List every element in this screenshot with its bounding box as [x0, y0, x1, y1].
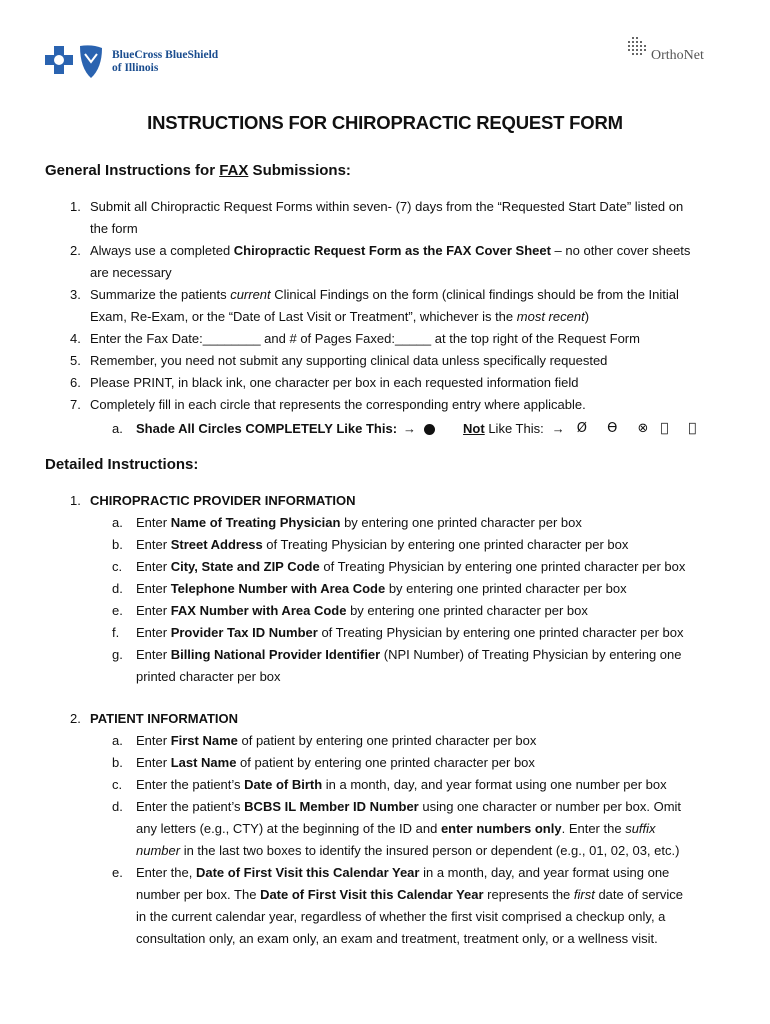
- item-text: Enter the patient’s: [136, 799, 245, 814]
- shade-label: Shade All Circles COMPLETELY Like This:: [136, 421, 398, 436]
- item-text: of patient by entering one printed character per box: [237, 733, 537, 748]
- list-item: [90, 534, 730, 556]
- item-text: Submit all Chiropractic Request Forms within seven- (7) days from the “Requested Start Date” listed on: [90, 199, 684, 214]
- list-item: [45, 372, 730, 394]
- item-letter: e.: [112, 603, 123, 618]
- item-text: ): [584, 309, 590, 324]
- incorrect-fill-examples-icon: Ø ϴ ⊗ ⃠ ⦿: [576, 421, 705, 436]
- general-instructions-list: [45, 196, 730, 440]
- item-letter: g.: [112, 647, 123, 662]
- item-letter: c.: [112, 559, 123, 574]
- item-text-bold: First Name: [170, 733, 238, 748]
- item-text: Summarize the patients: [90, 287, 231, 302]
- item-text-bold: FAX Number with Area Code: [170, 603, 347, 618]
- item-text-bold: Chiropractic Request Form as the FAX Cover Sheet: [233, 243, 551, 258]
- list-item: [90, 862, 730, 950]
- item-text: in the last two boxes to identify the insured person or dependent (e.g., 01, 02, 03, etc.): [180, 843, 680, 858]
- list-item: [45, 240, 730, 284]
- item-text: Always use a completed: [90, 243, 234, 258]
- bcbs-cross-shield-icon: [44, 42, 106, 82]
- item-letter: f.: [112, 625, 120, 640]
- item-text: by entering one printed character per box: [340, 515, 582, 530]
- item-text-bold: Date of First Visit this Calendar Year: [260, 887, 484, 902]
- item-text: of Treating Physician by entering one printed character per box: [319, 559, 686, 574]
- item-text-italic: current: [230, 287, 271, 302]
- list-item: [45, 328, 730, 350]
- item-text: Enter: [136, 581, 171, 596]
- item-letter: a.: [112, 515, 123, 530]
- item-letter: a.: [112, 421, 123, 436]
- item-text: – no other cover sheets: [550, 243, 691, 258]
- item-text: Enter the patient’s: [136, 777, 245, 792]
- list-item: [90, 752, 730, 774]
- bcbs-logo-line1: BlueCross BlueShield: [112, 49, 219, 61]
- list-item: [45, 350, 730, 372]
- general-heading-post: Submissions:: [248, 162, 351, 179]
- item-text: in a month, day, and year format using one: [419, 865, 670, 880]
- item-letter: d.: [112, 799, 123, 814]
- item-text-bold: Street Address: [170, 537, 263, 552]
- list-item: [90, 600, 730, 622]
- list-item: [90, 578, 730, 600]
- item-letter: b.: [112, 755, 123, 770]
- item-letter: a.: [112, 733, 123, 748]
- not-like-label: Like This:: [484, 421, 544, 436]
- item-text: Exam, Re-Exam, or the “Date of Last Visit or Treatment”, whichever is the: [90, 309, 517, 324]
- orthonet-logo: [626, 36, 704, 64]
- list-item: [90, 556, 730, 578]
- detailed-instructions-heading: Detailed Instructions:: [45, 456, 199, 473]
- bcbs-logo: [44, 42, 218, 82]
- item-text-italic: suffix: [625, 821, 656, 836]
- general-heading-fax: FAX: [219, 162, 249, 179]
- item-text-bold: Date of First Visit this Calendar Year: [195, 865, 420, 880]
- item-text: represents the: [483, 887, 574, 902]
- item-text: printed character per box: [136, 669, 281, 684]
- section-title: [45, 490, 730, 512]
- list-item: [90, 796, 730, 862]
- item-text-bold: BCBS IL Member ID Number: [244, 799, 419, 814]
- item-number: 4.: [70, 331, 81, 346]
- item-text: by entering one printed character per box: [346, 603, 588, 618]
- item-text: Please PRINT, in black ink, one character per box in each requested information field: [90, 375, 579, 390]
- general-heading-pre: General Instructions for: [45, 162, 220, 179]
- list-item: [45, 196, 730, 240]
- item-text: . Enter the: [561, 821, 626, 836]
- shade-example-line: [90, 418, 730, 440]
- item-text-italic: number: [136, 843, 181, 858]
- bcbs-logo-line2: of Illinois: [112, 62, 159, 74]
- item-text-bold: City, State and ZIP Code: [170, 559, 320, 574]
- item-number: 2.: [70, 711, 81, 726]
- item-text: of patient by entering one printed character per box: [236, 755, 535, 770]
- item-text-italic: first: [573, 887, 595, 902]
- orthonet-logo-text: OrthoNet: [651, 48, 704, 63]
- list-item: [90, 774, 730, 796]
- item-text: the form: [90, 221, 138, 236]
- item-text-bold: Last Name: [170, 755, 237, 770]
- item-text: in the current calendar year, regardless of whether the first visit comprised a checkup only, a: [136, 909, 666, 924]
- item-text: Enter: [136, 647, 171, 662]
- item-text: by entering one printed character per box: [385, 581, 627, 596]
- provider-info-title: CHIROPRACTIC PROVIDER INFORMATION: [90, 493, 356, 508]
- item-text: Enter the Fax Date:________ and # of Pages Faxed:_____ at the top right of the Request Form: [90, 331, 640, 346]
- item-text: Enter: [136, 537, 171, 552]
- item-text: Completely fill in each circle that represents the corresponding entry where applicable.: [90, 397, 586, 412]
- item-letter: c.: [112, 777, 123, 792]
- item-text: date of service: [594, 887, 683, 902]
- patient-information-list: [45, 708, 730, 950]
- item-text: Enter: [136, 515, 171, 530]
- item-text: Enter: [136, 603, 171, 618]
- item-text: of Treating Physician by entering one printed character per box: [317, 625, 684, 640]
- item-text: Remember, you need not submit any supporting clinical data unless specifically requested: [90, 353, 608, 368]
- item-text: in a month, day, and year format using one number per box: [322, 777, 667, 792]
- item-text: consultation only, an exam only, an exam and treatment, treatment only, or a wellness visit.: [136, 931, 658, 946]
- list-item: [90, 730, 730, 752]
- item-text-bold: enter numbers only: [440, 821, 562, 836]
- item-number: 1.: [70, 493, 81, 508]
- item-text: (NPI Number) of Treating Physician by entering one: [380, 647, 682, 662]
- not-label: Not: [463, 421, 485, 436]
- item-text: Enter: [136, 733, 171, 748]
- item-text: using one character or number per box. Omit: [418, 799, 682, 814]
- list-item: [90, 512, 730, 534]
- list-item: [45, 394, 730, 416]
- general-instructions-heading: [45, 162, 351, 179]
- item-text: Enter: [136, 625, 171, 640]
- item-text: number per box. The: [136, 887, 261, 902]
- list-item: [90, 644, 730, 688]
- orthonet-dots-icon: [626, 37, 648, 63]
- provider-information-list: [45, 490, 730, 688]
- item-number: 6.: [70, 375, 81, 390]
- item-text-bold: Billing National Provider Identifier: [170, 647, 381, 662]
- list-item: [45, 284, 730, 328]
- section-title: [45, 708, 730, 730]
- item-text: are necessary: [90, 265, 172, 280]
- item-number: 7.: [70, 397, 81, 412]
- item-number: 3.: [70, 287, 81, 302]
- item-number: 1.: [70, 199, 81, 214]
- item-text: Clinical Findings on the form (clinical findings should be from the Initial: [270, 287, 679, 302]
- patient-info-title: PATIENT INFORMATION: [90, 711, 239, 726]
- item-text-bold: Date of Birth: [244, 777, 323, 792]
- item-number: 2.: [70, 243, 81, 258]
- item-text-bold: Telephone Number with Area Code: [170, 581, 386, 596]
- list-item: [90, 622, 730, 644]
- item-text: of Treating Physician by entering one printed character per box: [262, 537, 629, 552]
- item-text-italic: most recent: [516, 309, 585, 324]
- item-text: Enter: [136, 559, 171, 574]
- item-text-bold: Provider Tax ID Number: [170, 625, 318, 640]
- item-letter: e.: [112, 865, 123, 880]
- item-letter: b.: [112, 537, 123, 552]
- item-number: 5.: [70, 353, 81, 368]
- item-letter: d.: [112, 581, 123, 596]
- filled-circle-icon: [424, 424, 435, 435]
- item-text: Enter the,: [136, 865, 196, 880]
- arrow-right-icon: →: [403, 421, 417, 436]
- page-title: INSTRUCTIONS FOR CHIROPRACTIC REQUEST FORM: [147, 112, 623, 133]
- item-text: any letters (e.g., CTY) at the beginning of the ID and: [136, 821, 441, 836]
- item-text: Enter: [136, 755, 171, 770]
- item-text-bold: Name of Treating Physician: [170, 515, 341, 530]
- arrow-right-icon: →: [551, 421, 565, 436]
